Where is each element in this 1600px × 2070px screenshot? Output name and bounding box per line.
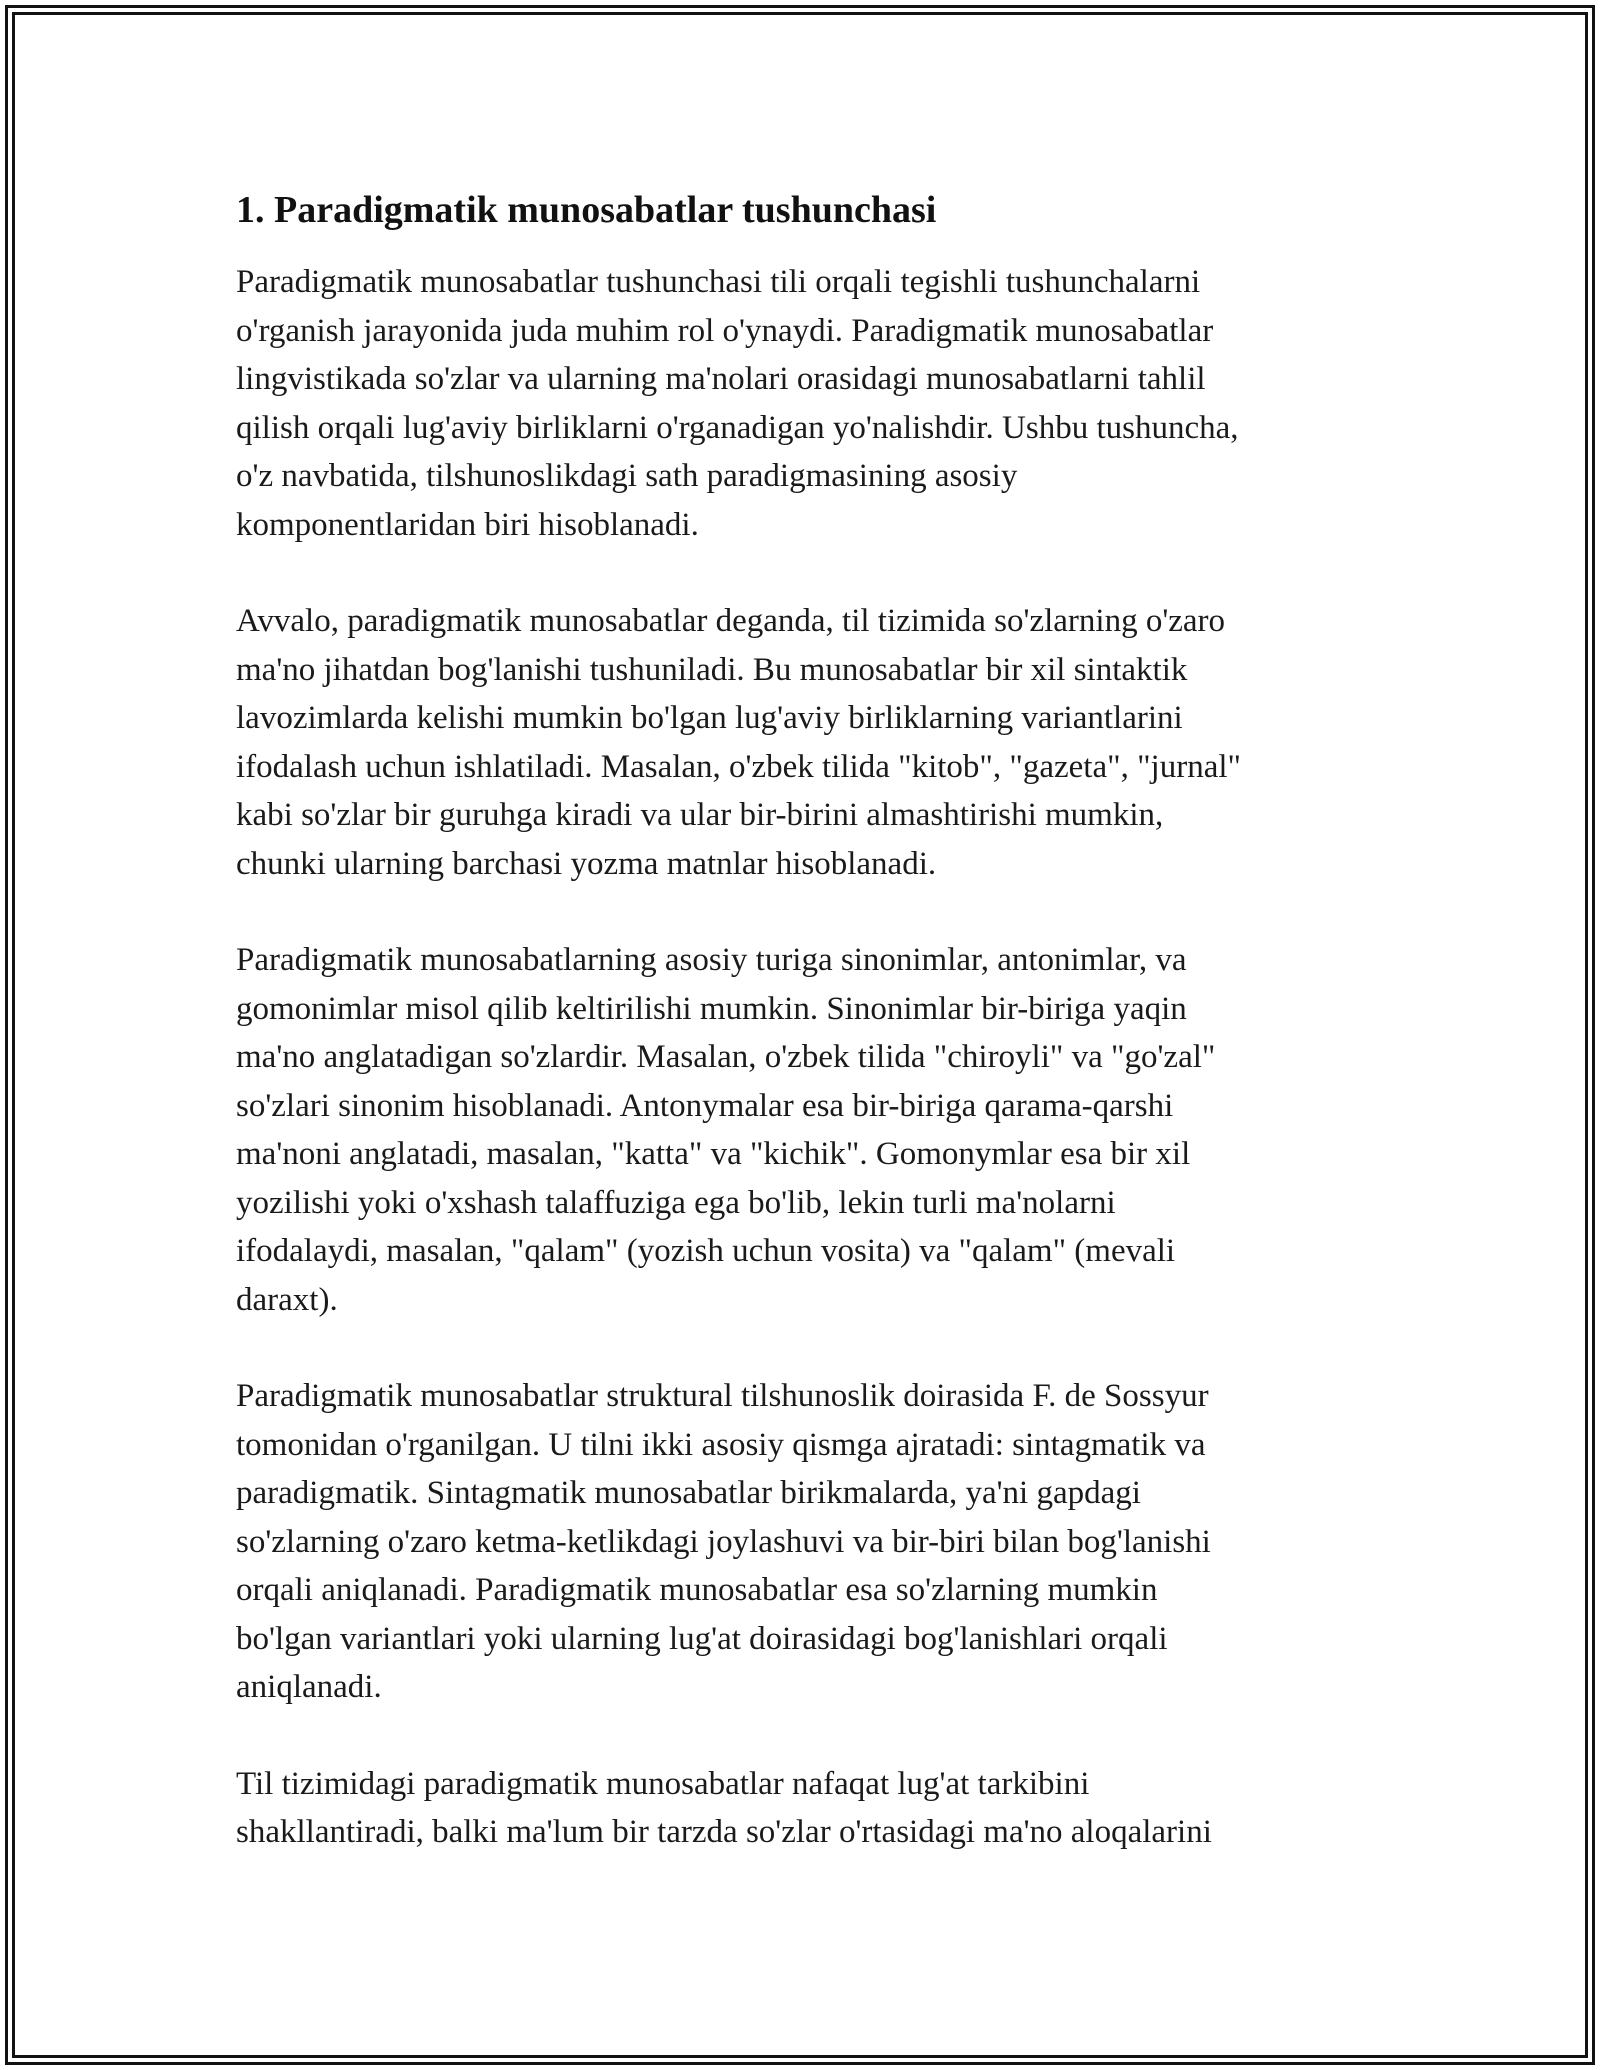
page-title: 1. Paradigmatik munosabatlar tushunchasi <box>236 189 937 231</box>
paragraph-line: daraxt). <box>236 1281 338 1318</box>
paragraph <box>236 1760 1366 1857</box>
paragraph-line: ifodalaydi, masalan, "qalam" (yozish uchun vosita) va "qalam" (mevali <box>236 1233 1176 1269</box>
paragraph-line: ifodalash uchun ishlatiladi. Masalan, o'zbek tilida "kitob", "gazeta", "jurnal" <box>236 748 1242 785</box>
paragraph-line: tomonidan o'rganilgan. U tilni ikki asosiy qismga ajratadi: sintagmatik va <box>236 1426 1206 1463</box>
paragraph-line: orqali aniqlanadi. Paradigmatik munosabatlar esa so'zlarning mumkin <box>236 1572 1158 1608</box>
paragraph <box>236 258 1366 549</box>
paragraph-line: Paradigmatik munosabatlarning asosiy turiga sinonimlar, antonimlar, va <box>236 942 1187 978</box>
paragraph-line: ma'no jihatdan bog'lanishi tushuniladi. Bu munosabatlar bir xil sintaktik <box>236 651 1188 688</box>
paragraph-line: so'zlarning o'zaro ketma-ketlikdagi joylashuvi va bir-biri bilan bog'lanishi <box>236 1523 1211 1560</box>
paragraph-line: chunki ularning barchasi yozma matnlar hisoblanadi. <box>236 845 937 882</box>
paragraph-line: yozilishi yoki o'xshash talaffuziga ega bo'lib, lekin turli ma'nolarni <box>236 1184 1116 1221</box>
paragraph <box>236 1372 1366 1712</box>
paragraph-line: Avvalo, paradigmatik munosabatlar deganda, til tizimida so'zlarning o'zaro <box>236 603 1226 639</box>
paragraph-line: aniqlanadi. <box>236 1669 382 1705</box>
paragraph-line: lavozimlarda kelishi mumkin bo'lgan lug'aviy birliklarning variantlarini <box>236 700 1183 736</box>
document-body <box>236 186 1366 1905</box>
paragraph-line: Paradigmatik munosabatlar tushunchasi tili orqali tegishli tushunchalarni <box>236 264 1201 300</box>
paragraph-line: Til tizimidagi paradigmatik munosabatlar nafaqat lug'at tarkibini <box>236 1765 1090 1802</box>
paragraph-line: qilish orqali lug'aviy birliklarni o'rganadigan yo'nalishdir. Ushbu tushuncha, <box>236 409 1239 446</box>
paragraph-line: o'z navbatida, tilshunoslikdagi sath paradigmasining asosiy <box>236 458 1018 494</box>
paragraph-line: kabi so'zlar bir guruhga kiradi va ular bir-birini almashtirishi mumkin, <box>236 797 1164 833</box>
paragraph-list <box>236 258 1366 1857</box>
paragraph-line: paradigmatik. Sintagmatik munosabatlar birikmalarda, ya'ni gapdagi <box>236 1475 1141 1511</box>
paragraph-line: ma'no anglatadigan so'zlardir. Masalan, o'zbek tilida "chiroyli" va "go'zal" <box>236 1039 1216 1075</box>
paragraph-line: ma'noni anglatadi, masalan, "katta" va "kichik". Gomonymlar esa bir xil <box>236 1136 1191 1172</box>
paragraph-line: lingvistikada so'zlar va ularning ma'nolari orasidagi munosabatlarni tahlil <box>236 361 1206 397</box>
paragraph-line: shakllantiradi, balki ma'lum bir tarzda so'zlar o'rtasidagi ma'no aloqalarini <box>236 1814 1212 1850</box>
paragraph-line: Paradigmatik munosabatlar struktural tilshunoslik doirasida F. de Sossyur <box>236 1378 1209 1414</box>
paragraph <box>236 597 1366 888</box>
paragraph <box>236 936 1366 1324</box>
paragraph-line: o'rganish jarayonida juda muhim rol o'ynaydi. Paradigmatik munosabatlar <box>236 312 1214 349</box>
paragraph-line: so'zlari sinonim hisoblanadi. Antonymalar esa bir-biriga qarama-qarshi <box>236 1087 1174 1124</box>
paragraph-line: bo'lgan variantlari yoki ularning lug'at doirasidagi bog'lanishlari orqali <box>236 1620 1168 1657</box>
paragraph-line: komponentlaridan biri hisoblanadi. <box>236 506 699 543</box>
paragraph-line: gomonimlar misol qilib keltirilishi mumkin. Sinonimlar bir-biriga yaqin <box>236 990 1187 1027</box>
